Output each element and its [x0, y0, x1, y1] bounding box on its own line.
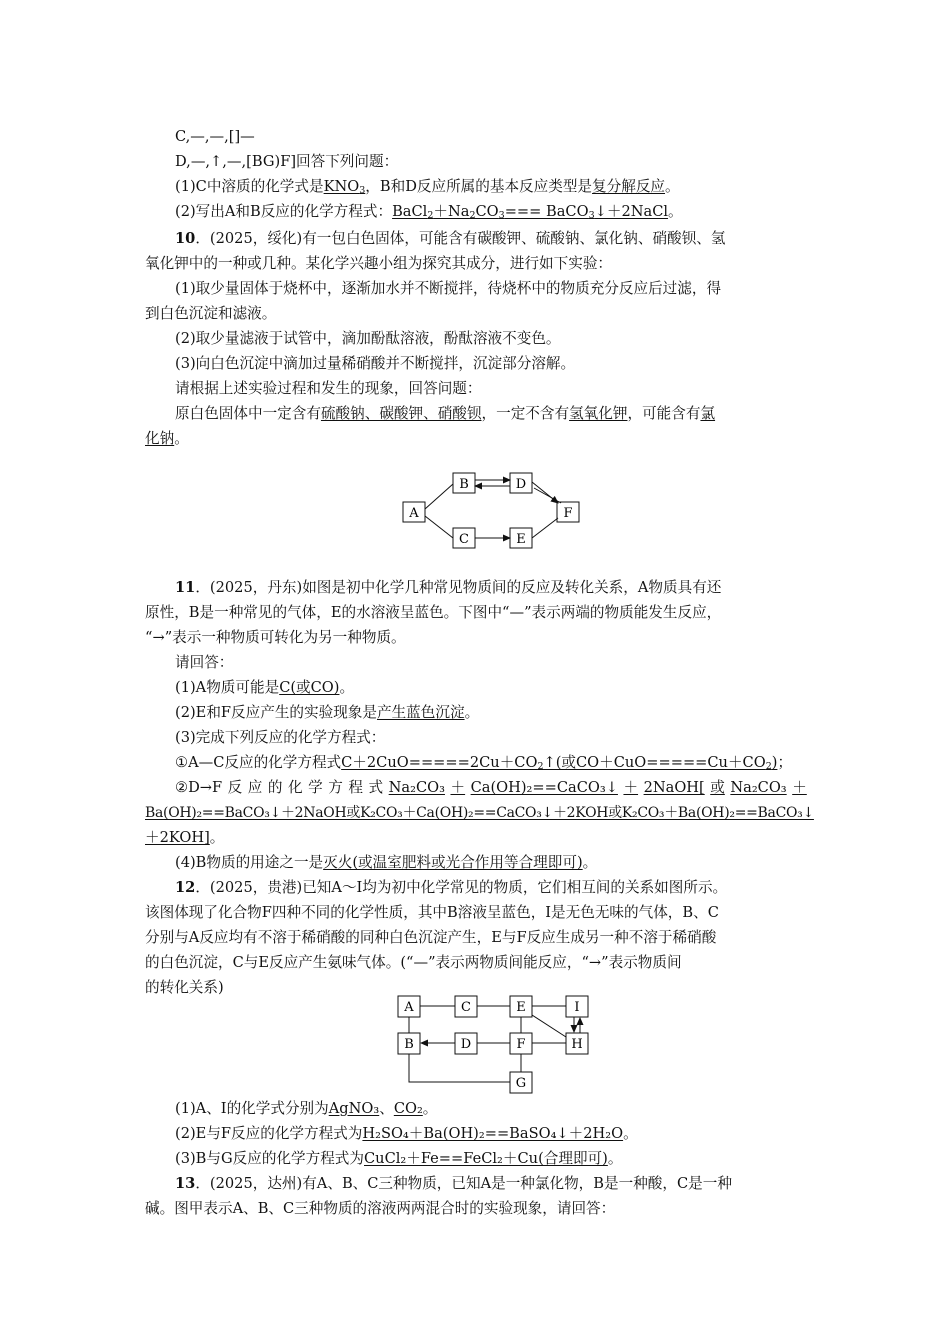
q11-part4: (4)B物质的用途之一是灭火(或温室肥料或光合作用等合理即可)。 [175, 854, 598, 871]
diagram-node-B [398, 1033, 420, 1054]
diagram-node-A [398, 996, 420, 1017]
q11-eq1: ①A—C反应的化学方程式$C+2CuO=====2Cu+CO_2↑$(或$CO+CuO=====Cu+CO_2$)； [175, 754, 793, 772]
svg-text:E: E [516, 1000, 526, 1015]
q11-eq2-line2: Ba(OH)₂==BaCO₃↓＋2NaOH或K₂CO₃＋Ca(OH)₂==CaCO₃↓＋2KOH或K₂CO₃＋Ba(OH)₂==BaCO₃↓ [145, 805, 814, 821]
q12-part1: (1)A、I的化学式分别为AgNO₃、CO₂。 [175, 1100, 438, 1117]
svg-text:A: A [409, 506, 419, 521]
text-line: 原性，B是一种常见的气体，E的水溶液呈蓝色。下图中“—”表示两端的物质能发生反应， [145, 604, 722, 621]
diagram-q11 [395, 466, 595, 556]
q10-answer: 原白色固体中一定含有硫酸钠、碳酸钾、硝酸钡，一定不含有氢氧化钾，可能含有氯 [175, 405, 716, 422]
diagram-node-D [455, 1033, 477, 1054]
text-line: 分别与A反应均有不溶于稀硝酸的同种白色沉淀产生，E与F反应生成另一种不溶于稀硝酸 [145, 929, 717, 946]
diagram-node-E [510, 996, 532, 1017]
text-line: 氧化钾中的一种或几种。某化学兴趣小组为探究其成分，进行如下实验： [145, 255, 613, 272]
q9-part2: (2)写出A和B反应的化学方程式：$BaCl_2+Na_2CO_3===$ BaCO$_3$↓＋2NaCl。 [175, 203, 683, 221]
q11-stem: 11．(2025，丹东)如图是初中化学几种常见物质间的反应及转化关系，A物质具有还 [175, 579, 722, 596]
svg-text:D: D [515, 477, 527, 492]
q9-part1: (1)C中溶质的化学式是$KNO_3$，B和D反应所属的基本反应类型是复分解反应。 [175, 178, 680, 196]
text-line: (2)取少量滤液于试管中，滴加酚酞溶液，酚酞溶液不变色。 [175, 330, 561, 347]
svg-text:B: B [459, 477, 469, 492]
svg-text:G: G [515, 1076, 527, 1091]
svg-text:F: F [563, 506, 573, 521]
text-line: 该图体现了化合物F四种不同的化学性质，其中B溶液呈蓝色，I是无色无味的气体，B、C [145, 904, 719, 921]
q10-stem: 10．(2025，绥化)有一包白色固体，可能含有碳酸钾、硫酸钠、氯化钠、硝酸钡、氢 [175, 230, 726, 247]
q11-part1: (1)A物质可能是C(或CO)。 [175, 679, 355, 696]
svg-text:C: C [461, 1000, 471, 1015]
diagram-q12 [390, 992, 600, 1098]
svg-text:I: I [574, 1000, 580, 1015]
diagram-node-A [403, 502, 425, 522]
text-line: 的转化关系) [145, 979, 224, 996]
q11-part2: (2)E和F反应产生的实验现象是产生蓝色沉淀。 [175, 704, 480, 721]
diagram-node-C [453, 528, 475, 548]
svg-text:H: H [571, 1037, 583, 1052]
diagram-node-D [510, 473, 532, 493]
text-line: 的白色沉淀，C与E反应产生氨味气体。(“—”表示两物质间能反应，“→”表示物质间 [145, 954, 682, 971]
diagram-node-C [455, 996, 477, 1017]
text-line: 请回答： [175, 654, 234, 671]
diagram-node-B [453, 473, 475, 493]
q13-stem: 13．(2025，达州)有A、B、C三种物质，已知A是一种氯化物，B是一种酸，C是一种 [175, 1175, 732, 1192]
text-line: 碱。图甲表示A、B、C三种物质的溶液两两混合时的实验现象，请回答： [145, 1200, 616, 1217]
q11-eq2-line1: ②D→F 反 应 的 化 学 方 程 式 Na₂CO₃ ＋ Ca(OH)₂==CaCO₃↓ ＋ 2NaOH[ 或 Na₂CO₃ ＋ [175, 779, 807, 796]
q12-part2: (2)E与F反应的化学方程式为H₂SO₄＋Ba(OH)₂==BaSO₄↓＋2H₂O。 [175, 1125, 638, 1142]
q11-eq2-line3: ＋2KOH]。 [145, 829, 225, 846]
diagram-node-G [510, 1072, 532, 1093]
svg-text:C: C [459, 532, 469, 547]
q12-part3: (3)B与G反应的化学方程式为CuCl₂＋Fe==FeCl₂＋Cu(合理即可)。 [175, 1150, 623, 1167]
diagram-node-H [566, 1033, 588, 1054]
svg-text:F: F [516, 1037, 526, 1052]
q12-stem: 12．(2025，贵港)已知A～I均为初中化学常见的物质，它们相互间的关系如图所示。 [175, 879, 728, 896]
diagram-node-F [510, 1033, 532, 1054]
q10-answer-cont: 化钠。 [145, 430, 189, 447]
text-line: (3)向白色沉淀中滴加过量稀硝酸并不断搅拌，沉淀部分溶解。 [175, 355, 576, 372]
text-line: 请根据上述实验过程和发生的现象，回答问题： [175, 380, 482, 397]
diagram-node-I [566, 996, 588, 1017]
text-line: 到白色沉淀和滤液。 [145, 305, 277, 322]
text-line: C,—,—,[]— [175, 128, 255, 145]
text-line: D,—,↑,—,[BG)F]回答下列问题： [175, 153, 399, 170]
diagram-node-E [510, 528, 532, 548]
svg-text:A: A [404, 1000, 414, 1015]
svg-text:D: D [460, 1037, 472, 1052]
diagram-node-F [557, 502, 579, 522]
svg-text:B: B [404, 1037, 414, 1052]
text-line: (3)完成下列反应的化学方程式： [175, 729, 386, 746]
text-line: “→”表示一种物质可转化为另一种物质。 [145, 629, 406, 646]
svg-text:E: E [516, 532, 526, 547]
text-line: (1)取少量固体于烧杯中，逐渐加水并不断搅拌，待烧杯中的物质充分反应后过滤，得 [175, 280, 722, 297]
